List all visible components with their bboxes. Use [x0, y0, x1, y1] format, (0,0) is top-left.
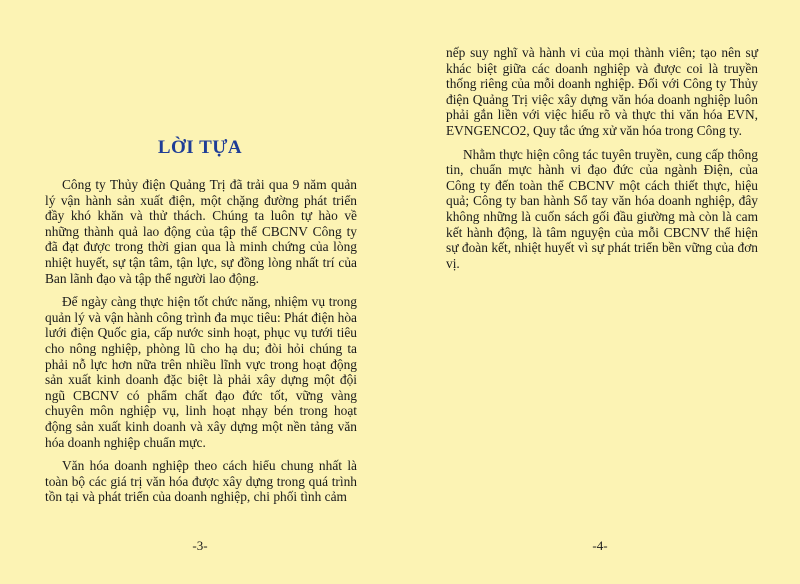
paragraph-culture-continued: nếp suy nghĩ và hành vi của mọi thành viên; tạo nên sự khác biệt giữa các doanh nghiệp và được coi là truyền thống riêng của mỗi doanh nghiệp. Đối với Công ty Thủy điện Quảng Trị việc xây dựng văn hóa doanh nghiệp luôn phải gắn liền với việc hiểu rõ và thực thi văn hóa EVN, EVNGENCO2, Quy tắc ứng xử văn hóa trong Công ty. — [446, 45, 758, 138]
paragraph-culture-definition: Văn hóa doanh nghiệp theo cách hiểu chung nhất là toàn bộ các giá trị văn hóa được xây dựng trong quá trình tồn tại và phát triển của doanh nghiệp, chi phối tình cảm — [45, 458, 357, 505]
page-number-right: -4- — [592, 538, 608, 553]
page-title: LỜI TỰA — [157, 137, 243, 158]
paragraph-intro: Công ty Thủy điện Quảng Trị đã trải qua 9 năm quản lý vận hành sản xuất điện, một chặng đường phát triển đầy khó khăn và thử thách. Chúng ta luôn tự hào về những thành quả lao động của tập thể CBCNV Công ty đã đạt được trong thời gian qua là minh chứng của lòng nhiệt huyết, sự tận tâm, tận lực, sự đồng lòng nhất trí của Ban lãnh đạo và tập thể người lao động. — [45, 177, 357, 286]
left-text-block — [45, 177, 357, 513]
paragraph-mission: Để ngày càng thực hiện tốt chức năng, nhiệm vụ trong quản lý và vận hành công trình đa mục tiêu: Phát điện hòa lưới điện Quốc gia, cấp nước sinh hoạt, phục vụ tưới tiêu cho nông nghiệp, phòng lũ cho hạ du; đòi hỏi chúng ta phải nỗ lực hơn nữa trên nhiều lĩnh vực trong hoạt động sản xuất kinh doanh đặc biệt là phải xây dựng một đội ngũ CBCNV có phẩm chất đạo đức tốt, vững vàng chuyên môn nghiệp vụ, linh hoạt nhạy bén trong hoạt động sản xuất kinh doanh và xây dựng một nền tảng văn hóa doanh nghiệp chuẩn mực. — [45, 294, 357, 450]
right-text-block — [446, 45, 758, 279]
page-number-left: -3- — [192, 538, 208, 553]
right-page — [400, 0, 800, 584]
paragraph-handbook-purpose: Nhằm thực hiện công tác tuyên truyền, cung cấp thông tin, chuẩn mực hành vi đạo đức của ngành Điện, của Công ty đến toàn thể CBCNV một cách thiết thực, hiệu quả; Công ty ban hành Sổ tay văn hóa doanh nghiệp, đây không những là cuốn sách gối đầu giường mà còn là cam kết hành động, là tâm nguyện của mỗi CBCNV thể hiện sự đoàn kết, nhiệt huyết vì sự phát triển bền vững của đơn vị. — [446, 146, 758, 271]
